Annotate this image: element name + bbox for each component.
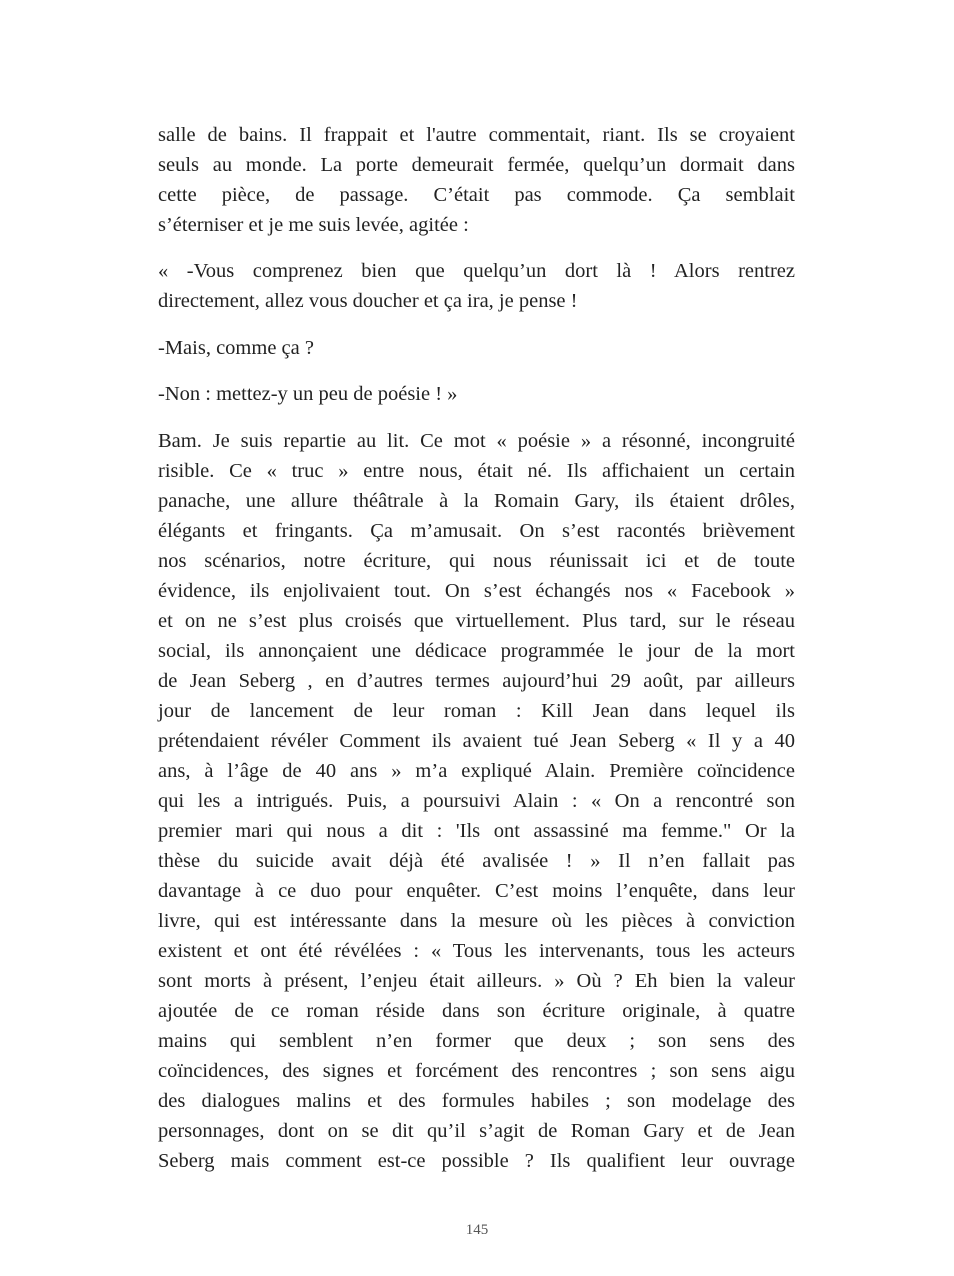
text-line: de Jean Seberg , en d’autres termes aujourd’hui 29 août, par ailleurs [158,670,795,692]
text-line: Bam. Je suis repartie au lit. Ce mot « poésie » a résonné, incongruité [158,430,795,452]
text-line: personnages, dont on se dit qu’il s’agit de Roman Gary et de Jean [158,1120,795,1142]
text-line: Seberg mais comment est-ce possible ? Ils qualifient leur ouvrage [158,1150,795,1172]
text-line: s’éterniser et je me suis levée, agitée : [158,214,469,236]
paragraph [158,120,795,240]
text-line: ajoutée de ce roman réside dans son écriture originale, à quatre [158,1000,795,1022]
page-number: 145 [465,1222,489,1238]
text-line: « -Vous comprenez bien que quelqu’un dort là ! Alors rentrez [158,260,795,282]
text-line: cette pièce, de passage. C’était pas commode. Ça semblait [158,184,795,206]
text-line: risible. Ce « truc » entre nous, était né. Ils affichaient un certain [158,460,795,482]
text-line: salle de bains. Il frappait et l'autre commentait, riant. Ils se croyaient [158,124,795,146]
text-line: nos scénarios, notre écriture, qui nous réunissait ici et de toute [158,550,795,572]
text-line: -Non : mettez-y un peu de poésie ! » [158,383,458,405]
text-line: panache, une allure théâtrale à la Romain Gary, ils étaient drôles, [158,490,795,512]
text-line: thèse du suicide avait déjà été avalisée ! » Il n’en fallait pas [158,850,795,872]
text-line: des dialogues malins et des formules habiles ; son modelage des [158,1090,795,1112]
text-line: seuls au monde. La porte demeurait fermée, quelqu’un dormait dans [158,154,795,176]
text-line: livre, qui est intéressante dans la mesure où les pièces à conviction [158,910,795,932]
text-line: davantage à ce duo pour enquêter. C’est moins l’enquête, dans leur [158,880,795,902]
text-line: jour de lancement de leur roman : Kill Jean dans lequel ils [158,700,795,722]
text-line: et on ne s’est plus croisés que virtuellement. Plus tard, sur le réseau [158,610,795,632]
text-line: premier mari qui nous a dit : 'Ils ont assassiné ma femme." Or la [158,820,795,842]
text-line: ans, à l’âge de 40 ans » m’a expliqué Alain. Première coïncidence [158,760,795,782]
text-line: existent et ont été révélées : « Tous les intervenants, tous les acteurs [158,940,795,962]
text-line: mains qui semblent n’en former que deux ; son sens des [158,1030,795,1052]
dialogue-paragraph [158,256,795,316]
text-line: évidence, ils enjolivaient tout. On s’est échangés nos « Facebook » [158,580,795,602]
text-line: qui les a intrigués. Puis, a poursuivi Alain : « On a rencontré son [158,790,795,812]
text-line: directement, allez vous doucher et ça ira, je pense ! [158,290,578,312]
dialogue-paragraph [158,379,795,409]
text-line: coïncidences, des signes et forcément des rencontres ; son sens aigu [158,1060,795,1082]
text-line: élégants et fringants. Ça m’amusait. On s’est racontés brièvement [158,520,795,542]
text-line: social, ils annonçaient une dédicace programmée le jour de la mort [158,640,795,662]
text-line: prétendaient révéler Comment ils avaient tué Jean Seberg « Il y a 40 [158,730,795,752]
text-line: sont morts à présent, l’enjeu était ailleurs. » Où ? Eh bien la valeur [158,970,795,992]
dialogue-paragraph [158,333,795,363]
paragraph [158,426,795,1176]
text-line: -Mais, comme ça ? [158,337,314,359]
